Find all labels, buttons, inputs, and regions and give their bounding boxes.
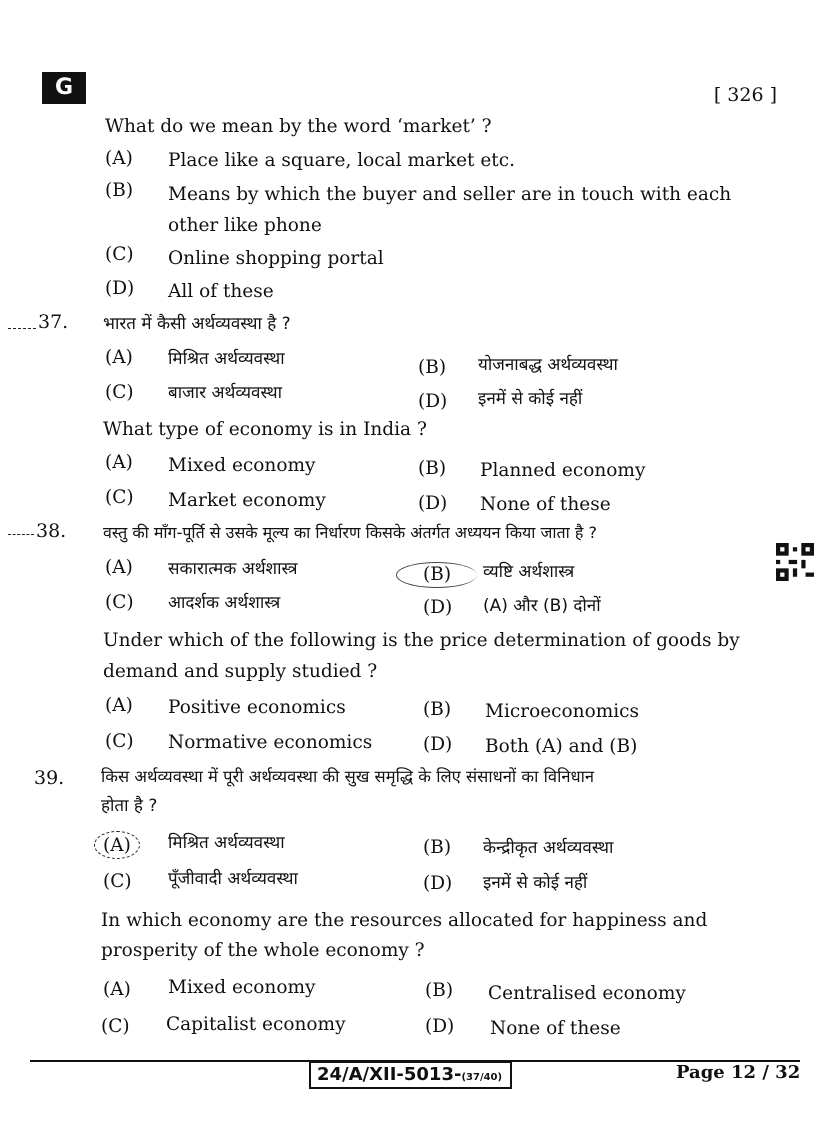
q39-english-option-b-label: (B) [425, 980, 454, 1001]
q37-english-option-c: Market economy [168, 490, 326, 511]
footer-paper-code [309, 1061, 512, 1089]
q39-english-option-c-label: (C) [101, 1016, 130, 1037]
q38-number: 38. [36, 520, 67, 542]
q38-english-question-line2: demand and supply studied ? [103, 661, 378, 682]
q37-english-option-b-label: (B) [418, 458, 447, 479]
q37-english-question: What type of economy is in India ? [103, 419, 427, 440]
margin-tick-mark [8, 534, 34, 535]
q38-english-option-c: Normative economics [168, 732, 373, 753]
q39-hindi-option-d: इनमें से कोई नहीं [483, 873, 588, 893]
q38-english-option-a-label: (A) [105, 695, 133, 716]
q36-option-a: Place like a square, local market etc. [168, 150, 515, 171]
q37-english-option-c-label: (C) [105, 487, 134, 508]
q39-hindi-option-b-label: (B) [423, 837, 452, 858]
q38-english-option-a: Positive economics [168, 697, 346, 718]
q36-english-question: What do we mean by the word ‘market’ ? [105, 116, 492, 137]
q39-hindi-question-line2: होता है ? [101, 796, 158, 816]
footer-code-small: (37/40) [461, 1072, 503, 1083]
q39-hindi-question-line1: किस अर्थव्यवस्था में पूरी अर्थव्यवस्था की सुख समृद्धि के लिए संसाधनों का विनिधान [101, 767, 595, 786]
q36-option-c: Online shopping portal [168, 248, 384, 269]
q37-hindi-option-c-label: (C) [105, 382, 134, 403]
q37-english-option-b: Planned economy [480, 460, 646, 481]
q39-hindi-option-a-label: (A) [103, 835, 131, 856]
q38-english-option-b: Microeconomics [485, 701, 640, 722]
q39-hindi-option-b: केन्द्रीकृत अर्थव्यवस्था [483, 838, 614, 858]
q38-hindi-option-b-label: (B) [423, 564, 452, 585]
q37-hindi-question: भारत में कैसी अर्थव्यवस्था है ? [103, 314, 291, 334]
q37-english-option-d-label: (D) [418, 493, 448, 514]
q36-option-b-label: (B) [105, 180, 134, 201]
q36-option-b-line1: Means by which the buyer and seller are in touch with each [168, 184, 732, 205]
q38-english-option-d: Both (A) and (B) [485, 736, 638, 757]
q39-hindi-option-c-label: (C) [103, 871, 132, 892]
q38-hindi-option-d: (A) और (B) दोनों [483, 596, 601, 616]
q36-option-a-label: (A) [105, 148, 133, 169]
q38-hindi-question: वस्तु की माँग-पूर्ति से उसके मूल्य का निर्धारण किसके अंतर्गत अध्ययन किया जाता है ? [103, 523, 597, 542]
q36-option-d: All of these [168, 281, 274, 302]
q38-hindi-option-a-label: (A) [105, 557, 133, 578]
q39-english-option-a-label: (A) [103, 979, 131, 1000]
q37-number: 37. [38, 311, 69, 333]
q38-english-option-c-label: (C) [105, 731, 134, 752]
q39-english-question-line1: In which economy are the resources allocated for happiness and [101, 910, 708, 931]
q37-hindi-option-b: योजनाबद्ध अर्थव्यवस्था [478, 355, 618, 375]
q39-hindi-option-c: पूँजीवादी अर्थव्यवस्था [168, 869, 298, 889]
q37-hindi-option-c: बाजार अर्थव्यवस्था [168, 383, 282, 403]
q38-hindi-option-a: सकारात्मक अर्थशास्त्र [168, 559, 298, 579]
q39-english-option-d-label: (D) [425, 1016, 455, 1037]
qr-code-icon [776, 543, 814, 581]
q37-english-option-a-label: (A) [105, 452, 133, 473]
q38-english-option-d-label: (D) [423, 734, 453, 755]
q38-hindi-option-b: व्यष्टि अर्थशास्त्र [483, 562, 575, 582]
q39-english-option-d: None of these [490, 1018, 621, 1039]
q39-number: 39. [34, 767, 65, 789]
q38-english-option-b-label: (B) [423, 699, 452, 720]
q39-hindi-option-d-label: (D) [423, 873, 453, 894]
q37-english-option-d: None of these [480, 494, 611, 515]
margin-tick-mark [8, 328, 36, 329]
footer-code-main: 24/A/XII-5013- [317, 1064, 462, 1085]
q37-hindi-option-d-label: (D) [418, 391, 448, 412]
q37-hindi-option-a: मिश्रित अर्थव्यवस्था [168, 349, 285, 369]
paper-code: [ 326 ] [713, 84, 777, 106]
q39-english-question-line2: prosperity of the whole economy ? [101, 940, 425, 961]
q39-english-option-b: Centralised economy [488, 983, 686, 1004]
set-letter-badge: G [42, 72, 86, 104]
page-number: Page 12 / 32 [676, 1062, 801, 1083]
q38-hindi-option-d-label: (D) [423, 597, 453, 618]
q38-hindi-option-c-label: (C) [105, 592, 134, 613]
q37-hindi-option-a-label: (A) [105, 347, 133, 368]
q36-option-d-label: (D) [105, 278, 135, 299]
q36-option-b-line2: other like phone [168, 215, 322, 236]
q38-english-question-line1: Under which of the following is the price determination of goods by [103, 630, 740, 651]
q37-hindi-option-d: इनमें से कोई नहीं [478, 389, 583, 409]
q39-hindi-option-a: मिश्रित अर्थव्यवस्था [168, 833, 285, 853]
q37-english-option-a: Mixed economy [168, 455, 316, 476]
q36-option-c-label: (C) [105, 244, 134, 265]
q37-hindi-option-b-label: (B) [418, 357, 447, 378]
q39-english-option-a: Mixed economy [168, 977, 316, 998]
q39-english-option-c: Capitalist economy [166, 1014, 346, 1035]
q38-hindi-option-c: आदर्शक अर्थशास्त्र [168, 593, 281, 613]
